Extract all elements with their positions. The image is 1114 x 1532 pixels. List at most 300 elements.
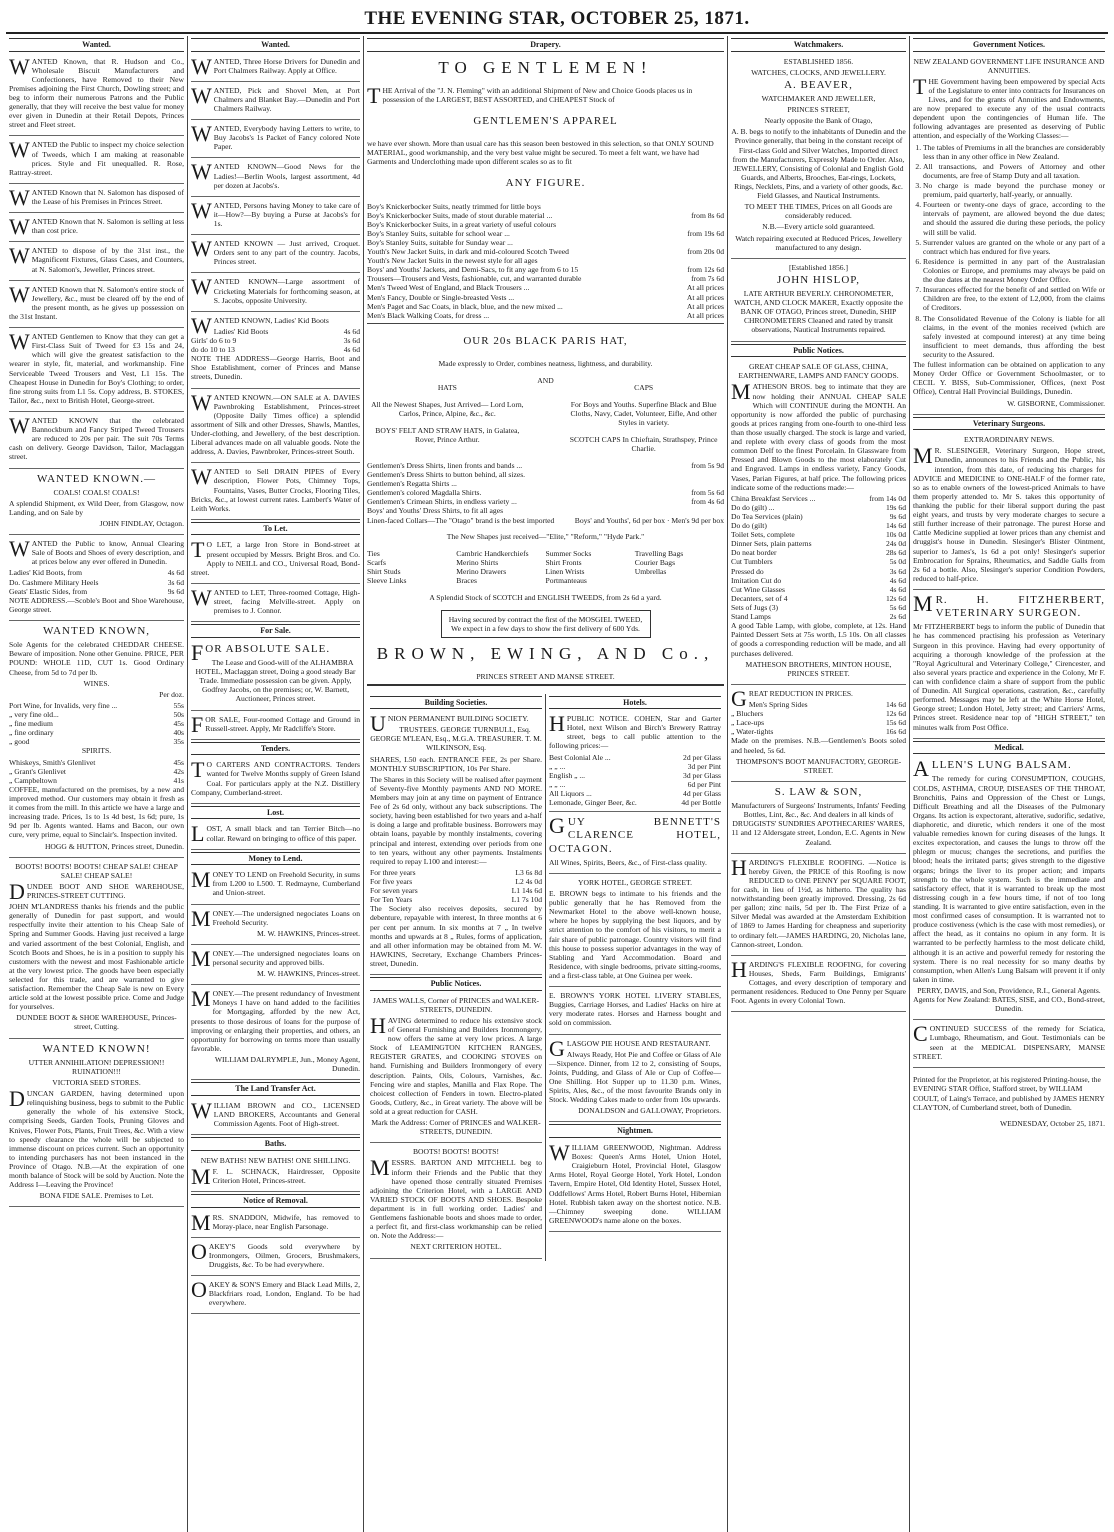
drop-cap: W (9, 137, 30, 163)
price-row-value: 12s 6d (885, 709, 906, 719)
drop-cap: D (9, 1086, 25, 1112)
caps-label: CAPS (634, 383, 654, 393)
drop-cap: M (191, 1163, 211, 1189)
drop-cap: W (9, 243, 30, 269)
seed-title: VICTORIA SEED STORES. (52, 1078, 141, 1087)
section-header-for-sale: For Sale. (191, 624, 360, 638)
money-2-signature: M. W. HAWKINS, Princes-street. (257, 928, 360, 938)
price-row (367, 211, 724, 220)
imprint-body: Printed for the Proprietor, at his registered Printing-house, the EVENING STAR Office, Stafford street, by WILLIAM COULT, of Laing's Terrace, and published by JAMES HENRY CLAYTON, of Cumberland street, both of Dunedin. (913, 1075, 1105, 1112)
accessory-item: Shirt Fronts (545, 558, 582, 568)
coals-signature: JOHN FINDLAY, Octagon. (99, 519, 184, 529)
hats-block (367, 376, 528, 461)
price-row (367, 293, 724, 302)
price-row-value: 4d per Glass (683, 789, 721, 799)
drop-cap: G (731, 685, 747, 711)
barton-address: NEXT CRITERION HOTEL. (410, 1242, 502, 1252)
section-header-tenders: Tenders. (191, 742, 360, 756)
price-row-label: Toilet Sets, complete (731, 530, 795, 540)
price-row (9, 737, 184, 746)
price-row-label: Gentlemen's Dress Shirts to button behind, all sizes. (367, 469, 526, 479)
price-row-value: 4s 6d (889, 575, 906, 585)
china-title: GREAT CHEAP SALE OF GLASS, CHINA, EARTHENWARE, LAMPS AND FANCY GOODS. (738, 362, 899, 381)
barton-top: BOOTS! BOOTS! BOOTS! (412, 1147, 500, 1157)
accessory-item: Merino Drawers (456, 567, 507, 577)
drop-cap: M (191, 986, 211, 1012)
hats-and-label: AND (537, 375, 554, 385)
fitzherbert-ad (913, 592, 1105, 739)
cheese-ad (9, 623, 184, 858)
drop-cap: M (370, 1155, 390, 1181)
price-row-label: Gentlemen's Dress Shirts, linen fronts and bands ... (367, 460, 523, 470)
accessory-item: Courier Bags (634, 558, 676, 568)
york-ad (549, 876, 721, 987)
matheson-ad (731, 360, 906, 685)
drop-cap: W (191, 82, 212, 108)
accessory-item: Shirt Studs (367, 567, 401, 577)
beaver-title: A. BEAVER, (784, 78, 853, 91)
baths-body: F. L. SCHNACK, Hairdresser, Opposite Criterion Hotel, Princes-street. (212, 1166, 360, 1185)
price-row (9, 719, 184, 728)
price-row-value: from 7s 6d (691, 274, 724, 284)
price-row (731, 585, 906, 594)
price-row (9, 578, 184, 587)
price-row-label: Do Tea Services (plain) (731, 511, 803, 521)
price-row-label: Do do (gilt) ... (731, 502, 775, 512)
price-row-value: 35s (173, 737, 184, 747)
price-row (367, 274, 724, 283)
price-row-label: Geats' Elastic Sides, from (9, 586, 88, 596)
cheese-title: WANTED KNOWN, (42, 625, 151, 638)
price-row (731, 548, 906, 557)
price-row-label: Boys' and Youths' Jackets, and Demi-Sacs, to fit any age from 6 to 15 (367, 265, 579, 275)
price-row-value: 45s (173, 719, 184, 729)
roofing-1-body: ARDING'S FLEXIBLE ROOFING. —Notice is hereby Given, the PRICE of this Roofing is now REDUCED to ONE PENNY per SQUARE FOOT, for cash, in lieu of 1½d, as hitherto. The quality has notwithstanding been greatly improved. Dressing, 2s 6d per gallon; zinc nails, 5d per lb. The First Prize of a Silver Medal was awarded at the Amsterdam Exhibition of 1869 to James Harding for cheapness and superiority to ordinary felt.—JAMES HARDING, 20, Nicholas lane, Cannon-street, London. (731, 857, 906, 949)
money-ad-2 (191, 907, 360, 945)
spirits-title: SPIRITS. (81, 746, 112, 756)
lost-body: OST, A small black and tan Terrier Bitch—no collar. Reward on bringing to office of this paper. (206, 824, 360, 843)
drain-body: ANTED to Sell DRAIN PIPES of Every description, Flower Pots, Chimney Tops, Fountains, Vases, Butter Crocks, Flooring Tiles, Bricks, &c., at lowest current rates. Lambert's Water of Leith Works. (191, 467, 360, 513)
apparel-title: GENTLEMEN'S APPAREL (473, 114, 618, 127)
wanted-ad-body: ANTED to dispose of by the 31st inst., the Magnificent Fixtures, Glass Cases, and Counters, at N. Salomon's, Jeweller, Princes street. (31, 246, 184, 274)
section-header-medical: Medical. (913, 741, 1105, 755)
insurance-ad (913, 55, 1105, 415)
price-row-value: 19s 6d (885, 502, 906, 512)
drop-cap: T (191, 757, 205, 783)
price-row (367, 238, 724, 247)
firm-name: BROWN, EWING, AND Co., (376, 643, 715, 663)
price-row (549, 798, 721, 807)
price-row (549, 780, 721, 789)
beaver-address: PRINCES STREET, (787, 105, 850, 115)
price-row (214, 327, 360, 336)
coals-ad (9, 471, 184, 536)
drop-cap: D (9, 878, 25, 904)
insurance-points (913, 143, 1105, 360)
accessory-item: Sleeve Links (367, 576, 407, 586)
society-shares: SHARES, L50 each. ENTRANCE FEE, 2s per Share. MONTHLY SUBSCRIPTION, 10s Per Share. (370, 754, 542, 773)
price-row (731, 503, 906, 512)
price-row-value: Boys' and Youths', 6d per box · Men's 9d per box (574, 515, 724, 525)
price-row (367, 220, 724, 229)
price-row (370, 886, 542, 895)
drop-cap: C (913, 1021, 928, 1047)
drop-cap: W (191, 53, 212, 79)
price-row-label: „ good (9, 737, 30, 747)
society-more: The Society also receives deposits, secured by debenture, repayable with interest, In three months at 6 per cent per annum. In six months at 7 „ In twelve months and upwards at 8 „ Rules, forms of application, and all other information may be obtained from M. W. HAWKINS, Secretary, Exchange Chambers Princes-street, Dunedin. (370, 904, 542, 968)
boots-sale-ad (9, 537, 184, 621)
beaver-top: WATCHES, CLOCKS, AND JEWELLERY. (751, 67, 886, 77)
drop-cap: H (549, 711, 565, 737)
cheese-body: Sole Agents for the celebrated CHEDDAR CHEESE. Beware of imposition. None other Genuine. PRICE, PER POUND: WHOLE 11D, CUT 1s. Good Ordinary Cheese, from 5d to 7d per lb. (9, 640, 184, 677)
price-row (731, 494, 906, 503)
firm-address: PRINCES STREET AND MANSE STREET. (367, 672, 724, 686)
accessory-item: Merino Shirts (456, 558, 499, 568)
coffee-body: COFFEE, manufactured on the premises, by a new and improved method. Our customers may obtain it fresh as it comes from the mill. In this article we have a large and increasing trade. Prices, 1s to 1s 4d best, 1s 6d; pure, 1s 9d per lb. Agents wanted. Hams and Bacon, our own cure, very prime, equal to Sinclair's. Inspection invited. (9, 784, 184, 840)
drop-cap: W (9, 53, 30, 79)
price-row (731, 727, 906, 736)
price-row-label: „ „ ... (549, 779, 566, 789)
dundee-title: UNDEE BOOT AND SHOE WAREHOUSE, PRINCES-STREET CUTTING. (26, 881, 184, 900)
price-row-label: do do 10 to 13 (191, 345, 235, 355)
price-row (9, 728, 184, 737)
price-row-value: At all prices (686, 310, 724, 320)
roofing-2-body: ARDING'S FLEXIBLE ROOFING, for covering Houses, Sheds, Farm Buildings, Emigrants' Cottages, and every description of temporary and permanent residences. Reduced to One Penny per Square Foot. Agents in every Colonial Town. (731, 959, 906, 1006)
price-row-value: At all prices (686, 283, 724, 293)
beaver-subtitle: WATCHMAKER AND JEWELLER, (761, 94, 876, 103)
davies-ad (191, 391, 360, 464)
accessory-item: Scarfs (367, 558, 386, 568)
price-row-label: Stand Lamps (731, 612, 771, 622)
hats-label: HATS (437, 383, 457, 393)
caps-body: For Boys and Youths. Superfine Black and Blue Cloths, Navy, Cadet, Volunteer, Eifle, And other Styles in variety. (570, 400, 717, 428)
land-body: ILLIAM BROWN and CO., LICENSED LAND BROKERS, Accountants and General Commission Agents. Foot of High-street. (213, 1100, 360, 1128)
price-row-value: 24s 0d (885, 539, 906, 549)
allen-signature: PERRY, DAVIS, and Son, Providence, R.I., General Agents. Agents for New Zealand: BATES, SISE, and CO., Bond-street, Dunedin. (913, 985, 1105, 1014)
drop-cap: W (191, 464, 212, 490)
price-row (367, 461, 724, 470)
price-row (731, 557, 906, 566)
drop-cap: W (549, 1140, 570, 1166)
oakey-1-body: AKEY'S Goods sold everywhere by Ironmongers, Oilmen, Grocers, Brushmakers, Druggists, &c. To be had everywhere. (208, 1241, 360, 1270)
wanted-ad-body: ANTED KNOWN — Just arrived, Croquet. Orders sent to any part of the country. Jacobs, Princes street. (213, 239, 360, 267)
known-line: UTTER ANNIHILATION! DEPRESSION!! RUINATION!!! (28, 1057, 165, 1076)
accessories-grid (367, 549, 724, 585)
insurance-point: 5. Surrender values are granted on the whole or any part of a contract which has endured for five years. (923, 238, 1105, 256)
price-row (549, 789, 721, 798)
column-2 (188, 36, 364, 1532)
price-row (9, 568, 184, 577)
society-trustees: TRUSTEES. GEORGE TURNBULL, Esq. GEORGE M'LEAN, Esq., M.G.A. TREASURER. T. M. WILKINSON, Esq. (370, 725, 542, 753)
price-row (367, 229, 724, 238)
drop-cap: M (191, 905, 211, 931)
wanted-ad-body: ANTED Known that N. Salomon is selling at less than cost price. (31, 217, 184, 236)
price-row-value: from 19s 6d (687, 228, 724, 238)
allen-ad (913, 757, 1105, 1020)
drop-cap: W (191, 389, 212, 415)
drapery-title: TO GENTLEMEN! (438, 57, 653, 77)
price-row (367, 479, 724, 488)
price-row (367, 202, 724, 211)
insurance-point: 2. All transactions, and Powers of Attorney and other documents, are free of Stamp Duty and all taxation. (923, 162, 1105, 180)
price-row-label: Port Wine, for Invalids, very fine ... (9, 700, 118, 710)
barton-ad (370, 1145, 542, 1258)
allen-body: The remedy for curing CONSUMPTION, COUGHS, COLDS, ASTHMA, CROUP, DISEASES OF THE THROAT, Bronchitis, Pains and Oppression of the Chest or Lungs, Difficult Breathing and all the Diseases of the Pulmonary Organs. Its action is expectorant, alterative, sudorific, sedative, diaphoretic, and diuretic, which renders it one of the most valuable remedies known for curing diseases of the lungs. It excites expectoration, and causes the lungs to throw off the phlegm or mucus; changes the secretions, and purifies the blood; heals the irritated parts; gives strength to the digestive organs; brings the liver to its proper action; and imparts strength to the whole system. Such is the immediate and satisfactory effect, that it is warranted to break up the most distressing cough in a few hours time, if not of too long standing. It is warranted to give entire satisfaction, even in the most confirmed cases of consumption. It is warranted not to produce costiveness (which is the case with most remedies), or affect the head, as it contains no opium in any form. It is warranted to be perfectly harmless to the most delicate child, although it is an active and powerful remedy for restoring the system. There is no real necessity for so many deaths by consumption, when Allen's Lung Balsam will prevent it if only taken in time. (913, 774, 1105, 984)
price-row (367, 497, 724, 506)
hislop-body: LATE ARTHUR BEVERLY. CHRONOMETER, WATCH, AND CLOCK MAKER, Exactly opposite the BANK OF OTAGO, Princes street, Dunedin, SHIP CHRONOMETERS Cleaned and rated by transit observations, Nautical Instruments repaired. (734, 289, 903, 335)
price-row (9, 776, 184, 785)
column-3-subcolumns (367, 694, 724, 1261)
price-row (549, 771, 721, 780)
price-row-label: Decanters, set of 4 (731, 593, 788, 603)
drop-cap: H (731, 854, 747, 880)
price-row-label: For three years (370, 867, 416, 877)
price-row-value: 6d per Pint (687, 779, 721, 789)
price-row-value: L3 6s 8d (515, 867, 542, 877)
wanted-ad (191, 84, 360, 120)
scotch-caps: SCOTCH CAPS In Chieftain, Strathspey, Prince Charlie. (569, 435, 718, 454)
price-row-label: Dinner Sets, plain patterns (731, 539, 812, 549)
drop-cap: W (191, 1097, 212, 1123)
davies-body: ANTED KNOWN.—ON SALE at A. DAVIES Pawnbroking Establishment, Princes-street (Opposite Daily Times office) a splendid assortment of Silk and other Dresses, Shawls, Mantles, Under-clothing, and Jewellery, of the best description. Liberal advances made on all valuable goods. Note the address, A. Davies, Pawnbroker, Princes-street South. (191, 392, 360, 457)
price-row-label: Trousers—Trousers and Vests, fashionable, cut, and warranted durable (367, 274, 582, 284)
price-row-value: 40s (173, 728, 184, 738)
boots-price-list (9, 568, 184, 595)
imprint (913, 1075, 1105, 1128)
cottage-body: ANTED to LET, Three-roomed Cottage, High-street, facing Melville-street. Apply on premises to J. Connor. (213, 587, 360, 616)
drop-cap: M (191, 867, 211, 893)
divider (367, 323, 724, 324)
drop-cap: W (9, 412, 30, 438)
reduction-title: REAT REDUCTION IN PRICES. (748, 688, 853, 698)
wines-price-list (9, 701, 184, 747)
beaver-body: A. B. begs to notify to the inhabitants of Dunedin and the Province generally, that being in the constant receipt of First-class Gold and Silver Watches, Imported direct from the Manufacturers, Expressly Made to Order. Also, JEWELLERY, Consisting of Colonial and English Gold Guards, and Alberts, Brooches, Ear-rings, Lockets, Rings, Necklets, Pins, and a variety of other goods, &c. Field Glasses, and Nautical Instruments. (731, 127, 906, 201)
oakey-2-body: AKEY & SON'S Emery and Black Lead Mills, 2, Blackfriars road, London, England. To be had everywhere. (208, 1280, 360, 1308)
price-row (731, 521, 906, 530)
drop-cap: W (9, 214, 30, 240)
price-row-value: 5s 6d (889, 603, 906, 613)
price-row-value: 15s 6d (885, 718, 906, 728)
slesinger-ad (913, 433, 1105, 590)
roofing-ad-2 (731, 958, 906, 1013)
cottage-sale-body: OR SALE, Four-roomed Cottage and Ground in Russell-street. Apply, Mr Radcliffe's Store. (205, 714, 360, 733)
to-let-ad (191, 538, 360, 583)
section-header-government: Government Notices. (913, 38, 1105, 52)
removal-body: RS. SNADDON, Midwife, has removed to Moray-place, near English Parsonage. (212, 1212, 360, 1231)
price-row-value: 3d per Glass (683, 770, 721, 780)
price-row-label: Imitation Cut do (731, 575, 782, 585)
continued-ad (913, 1022, 1105, 1067)
coals-body: A splendid Shipment, ex Wild Deer, from Glasgow, now Landing, and on Sale by (9, 498, 184, 517)
beaver-established: ESTABLISHED 1856. (783, 56, 854, 66)
bennett-ad (549, 814, 721, 874)
matheson-body: ATHESON BROS. beg to intimate that they are now holding their ANNUAL CHEAP SALE Which will CONTINUE during the MONTH. An opportunity is now afforded the public of purchasing goods at prices ranging from one-fourth to one-third less than those usually charged. The stock is large and varied, and replete with every class of goods from the most common Delf to the finest Porcelain. In Glassware from Pressed and Blown Goods to the most elaborately Cut and Engraved. Lamps in endless variety, Fancy Goods, Vases, Parian Figures, at half price. The following prices indicate some of the reductions made:— (731, 382, 906, 492)
drop-cap: T (367, 82, 381, 108)
price-row-label: Youth's New Jacket Suits, in dark and mid-coloured Scotch Tweed (367, 247, 569, 257)
price-row-label: Cut Tumblers (731, 557, 773, 567)
insurance-point: 7. Insurances effected for the benefit of and settled on Wife or Children are free, to the extent of L2,000, from the claims of Creditors. (923, 285, 1105, 312)
wanted-ad-body: ANTED KNOWN—Large assortment of Cricketing Materials for forthcoming season, at S. Jacobs, opposite University. (213, 277, 360, 305)
tweeds-line: A Splendid Stock of SCOTCH and ENGLISH TWEEDS, from 2s 6d a yard. (429, 592, 662, 602)
price-row-label: Men's Tweed West of England, and Black Trousers ... (367, 283, 530, 293)
wanted-ad (191, 160, 360, 196)
wines-per-doz: Per doz. (159, 689, 184, 699)
wanted-ad (9, 215, 184, 242)
wanted-ads-list (9, 55, 184, 469)
price-row-label: Ladies' Kid Boots (213, 326, 269, 336)
price-row-value: 2s 6d (889, 612, 906, 622)
reduction-ad (731, 687, 906, 782)
wanted-ad (9, 55, 184, 137)
price-row-value: L1 7s 10d (511, 895, 542, 905)
oakey-ad-1 (191, 1240, 360, 1276)
cottage-ad (191, 586, 360, 622)
masthead: THE EVENING STAR, OCTOBER 25, 1871. (6, 6, 1108, 34)
oakey-ad-2 (191, 1278, 360, 1314)
price-row (9, 758, 184, 767)
price-row (370, 868, 542, 877)
known-title: WANTED KNOWN! (42, 1042, 151, 1055)
price-row-value: from 5s 9d (691, 460, 724, 470)
ladies-title: ANTED KNOWN, Ladies' Kid Boots (213, 315, 329, 325)
felt-hats: BOYS' FELT AND STRAW HATS, in Galatea, Rover, Prince Arthur. (375, 425, 520, 445)
hislop-established: [Established 1856.] (788, 262, 849, 272)
drop-cap: W (9, 536, 30, 562)
price-row-label: Men's Fancy, Double or Single-breasted Vests ... (367, 292, 515, 302)
drop-cap: W (9, 329, 30, 355)
subcolumn-left (367, 694, 546, 1261)
price-row-label: Ladies' Kid Boots, from (9, 568, 83, 578)
caps-block (563, 376, 724, 461)
accessory-item: Summer Socks (545, 548, 592, 558)
thompson-line: THOMPSON'S BOOT MANUFACTORY, GEORGE-STREET. (735, 756, 902, 775)
price-row (367, 283, 724, 292)
price-row (367, 302, 724, 311)
price-row-value: from 14s 0d (869, 493, 906, 503)
insurance-point: 8. The Consolidated Revenue of the Colony is liable for all claims, in the event of the monies received (which are safely invested at compound interest) at any time being insufficient to meet demands, thus affording the best security to the Assured. (923, 314, 1105, 360)
price-row (731, 530, 906, 539)
price-row (549, 753, 721, 762)
price-row-label: Girls' do 6 to 9 (191, 336, 237, 345)
fitz-title: R. H. FITZHERBERT, VETERINARY SURGEON. (935, 593, 1105, 620)
price-row-value: 3d per Pint (687, 761, 721, 771)
price-row-value: 50s (173, 709, 184, 719)
price-row (731, 612, 906, 621)
price-row (731, 603, 906, 612)
money-2-body: ONEY.—The undersigned negociates Loans on Freehold Security. (212, 908, 360, 927)
price-row-value: 4s 6d (889, 584, 906, 594)
price-row (731, 539, 906, 548)
price-row-value: 3s 6d (889, 566, 906, 576)
wanted-ad (191, 199, 360, 235)
columns (6, 36, 1108, 1532)
bennett-title: UY BENNETT'S CLARENCE HOTEL, OCTAGON. (549, 816, 721, 855)
section-header-wanted: Wanted. (9, 38, 184, 52)
building-society-ad (370, 712, 542, 975)
price-row (191, 345, 360, 354)
price-row-value: 28s 6d (885, 548, 906, 558)
wanted-ad-body: ANTED Known that N. Salomon has disposed of the Lease of his Premises in Princes Street. (31, 187, 184, 207)
drop-cap: L (191, 821, 205, 847)
drop-cap: M (191, 1209, 211, 1235)
drop-cap: F (191, 639, 204, 665)
to-let-body: O LET, a large Iron Store in Bond-street at present occupied by Messrs. Bright Bros. and Co. Apply to NEILL and CO., Universal Road, Bond-street. (191, 540, 360, 577)
wanted-ad (9, 330, 184, 412)
wines-title: WINES. (83, 678, 110, 688)
walls-address: Mark the Address: Corner of PRINCES and WALKER-STREETS, DUNEDIN. (371, 1118, 541, 1137)
dundee-ad (9, 860, 184, 1039)
wanted-ad (9, 138, 184, 183)
price-row-value: 3s 6d (343, 336, 360, 345)
price-row-label: Best Colonial Ale ... (549, 752, 611, 762)
mosgiel-tweed-box: Having secured by contract the first of the MOSGIEL TWEED, We expect in a few days to show the first delivery of 600 Yds. (441, 610, 651, 638)
price-row-label: Men's Spring Sides (748, 700, 808, 710)
money-3-body: ONEY.—The undersigned negociates loans on personal security and approved bills. (212, 948, 360, 967)
money-4-signature: WILLIAM DALRYMPLE, Jun., Money Agent, Dunedin. (214, 1054, 360, 1074)
cottage-sale-ad (191, 713, 360, 740)
price-row-value: 4s 6d (343, 326, 360, 336)
price-row-label: „ very fine old... (9, 709, 59, 719)
price-row-label: „ Bluchers (731, 709, 764, 719)
bennett-body: All Wines, Spirits, Beers, &c., of First-class quality. (549, 857, 707, 867)
price-row-value: 42s (173, 766, 184, 776)
boots-sale-note: NOTE ADDRESS.—Scoble's Boot and Shoe Warehouse, George street. (9, 595, 184, 614)
price-row-label: Pressed do (731, 566, 764, 576)
dundee-signature: DUNDEE BOOT & SHOE WAREHOUSE, Princes-street, Cutting. (16, 1013, 177, 1032)
boots-sale-body: ANTED the Public to know, Annual Clearing Sale of Boots and Shoes of every description, and at prices below any ever offered in Dunedin. (31, 539, 184, 567)
york-body: E. BROWN begs to intimate to his friends and the public generally that he has Removed from the Newmarket Hotel to the above well-known house, where he hopes by supplying the best liquors, and by strict attention to the comfort of his visitors, to merit a fair share of public patronage. Country visitors will find this house to possess superior advantages in the way of Stabling and Yard Accommodation. Board and Residence, with single bedrooms, private sitting-rooms, and a first-class table, at One Guinea per week. (549, 889, 721, 980)
drop-cap: W (191, 121, 212, 147)
wanted-ad-body: ANTED, Pick and Shovel Men, at Port Chalmers and Blanket Bay.—Dunedin and Port Chalmers Railway. (213, 85, 360, 114)
cohen-price-list (549, 753, 721, 808)
price-row-value: 4d per Bottle (681, 798, 721, 808)
price-row-value: L2 4s 0d (515, 877, 542, 886)
price-row-label: „ fine ordinary (9, 728, 54, 738)
price-row-value: from 8s 6d (691, 210, 724, 220)
tenders-body: O CARTERS AND CONTRACTORS. Tenders wanted for Twelve Months supply of Green Island Coal. For particulars apply at the N.Z. Distillery Company, Cumberland-street. (191, 760, 360, 797)
wanted-ad (191, 275, 360, 311)
price-row-label: Boy's Knickerbocker Suits, made of stout durable material ... (367, 210, 553, 220)
section-header-land: The Land Transfer Act. (191, 1082, 360, 1096)
price-row-value: 2d per Glass (683, 752, 721, 762)
seed-signature: BONA FIDE SALE. Premises to Let. (39, 1191, 154, 1201)
slaw-ad (731, 784, 906, 854)
vet-top: EXTRAORDINARY NEWS. (964, 435, 1054, 445)
accessory-item: Cambric Handkerchiefs (456, 548, 529, 558)
slaw-title: S. LAW & SON, (774, 785, 863, 798)
seed-stores-ad (9, 1041, 184, 1208)
allen-title: LLEN'S LUNG BALSAM. (931, 759, 1072, 772)
wanted-ads-list-2 (191, 55, 360, 312)
society-body: The Shares in this Society will be realised after payment of Seventy-five Monthly payments AND NO MORE. Members may join at any time on payment of Entrance Fee of 2s 6d only, without any back subscriptions. The society, having been established for two years and a-half is doing a large and profitable business. Borrowers may obtain loans, payable by monthly instalments, covering principal and interest, extending over periods from one to ten years, without any other payments. Instalments required to repay L100 and interest:— (370, 774, 542, 866)
pie-signature: DONALDSON and GALLOWAY, Proprietors. (578, 1106, 721, 1116)
section-header-drapery: Drapery. (367, 38, 724, 52)
price-row-label: Do neat border (731, 548, 777, 558)
drop-cap: M (731, 379, 751, 405)
drop-cap: O (191, 1238, 207, 1264)
slesinger-body: R. SLESINGER, Veterinary Surgeon, Hope street, Dunedin, announces to his Friends and the Public, his intention, from this date, of reducing his charges for ADVICE and MEDICINE to ONE-HALF of the former rate, so as to enable owners of the lowest-priced Animals to have them properly attended to. Mr S. takes this opportunity of thanking the public for their liberal support during the past eight years, and trusts by very moderate charges to secure a still further increase of their patronage. The purest Horse and Cattle Medicine supplied at lower prices than any chemist and druggist's house in Dunedin. Slesinger's Blister Ointment, superior to James's, 1s 6d a pot only! Slesinger's superior Embrocation for Sprains, Rheumatics, and Saddle Galls from 2s 6d a bottle. Also, Slesinger's superior Condition Powders, reduced to half-price. (913, 446, 1105, 583)
roofing-ad-1 (731, 856, 906, 956)
for-sale-body: The Lease and Good-will of the ALHAMBRA HOTEL, Maclaggan street, Doing a good steady Bar Trade. Immediate possession can be given. Apply, Godfrey Jacobs, on the premises; or, W. Barnett, Auctioneer, Princes street. (195, 658, 356, 704)
section-header-public-notices-2: Public Notices. (731, 344, 906, 358)
shirts-price-list (367, 461, 724, 525)
price-row-label: English „ ... (549, 770, 586, 780)
wanted-ad-body: ANTED Known, that R. Hudson and Co., Wholesale Biscuit Manufacturers and Confectioners, have Removed to their New Premises adjoining the First Church, Dowling street; and beg to inform their numerous Patrons and the Public generally, that they will receive the best value for money ever given in Dunedin at their Retail Depots, Princes street and Fleet street. (9, 56, 184, 130)
nightman-ad (549, 1141, 721, 1232)
price-row-label: „ fine medium (9, 719, 53, 729)
wanted-ad (9, 414, 184, 469)
society-title: NION PERMANENT BUILDING SOCIETY. (387, 714, 529, 724)
